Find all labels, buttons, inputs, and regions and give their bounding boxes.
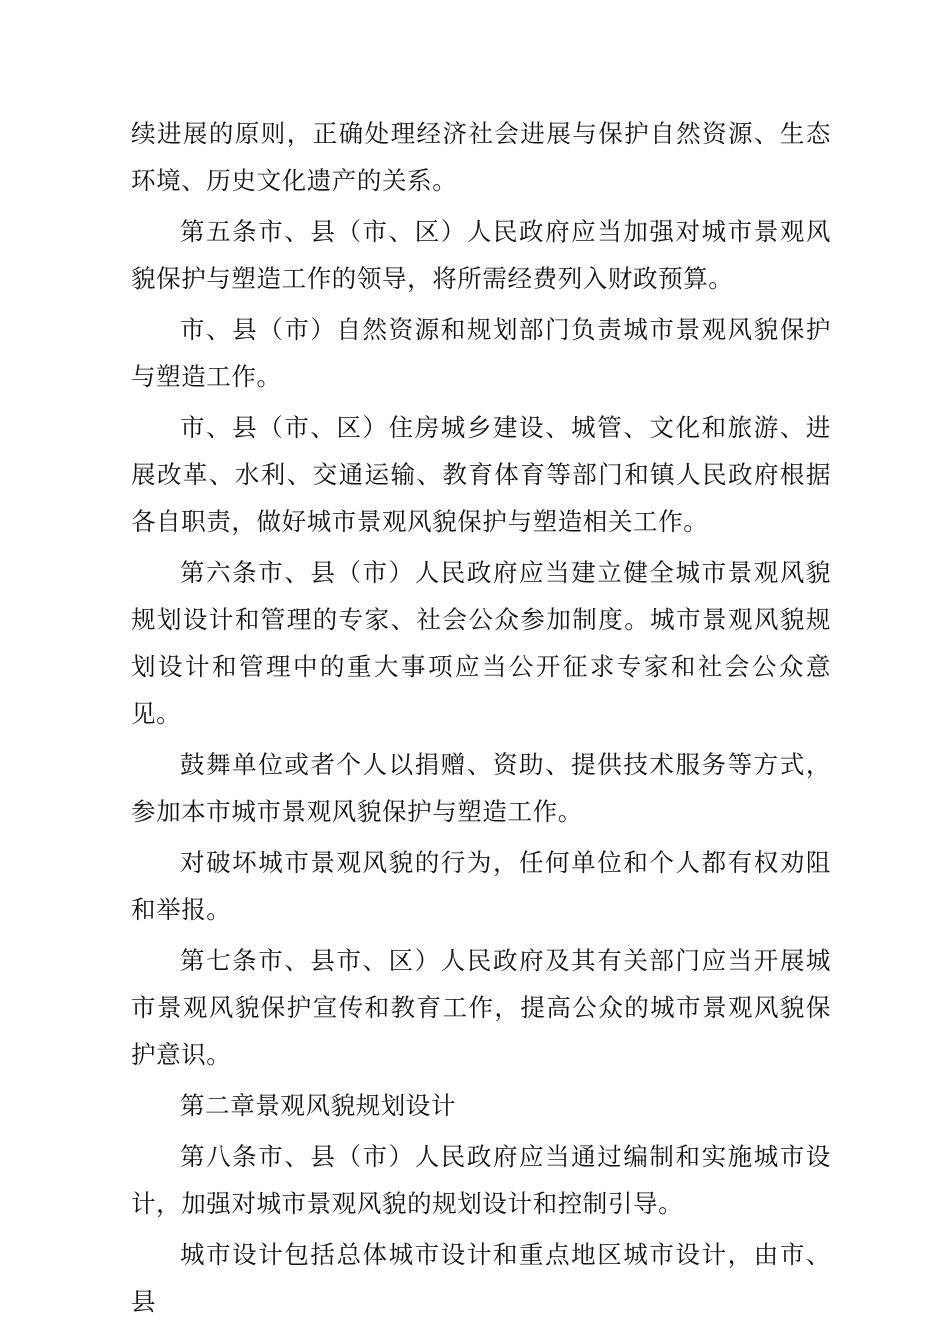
paragraph-continuation: 续进展的原则，正确处理经济社会进展与保护自然资源、生态环境、历史文化遗产的关系。	[131, 119, 831, 195]
document-body	[131, 110, 831, 1329]
paragraph-article-8: 第八条市、县（市）人民政府应当通过编制和实施城市设计，加强对城市景观风貌的规划设计和控制引导。	[131, 1142, 831, 1218]
chapter-heading: 第二章景观风貌规划设计	[180, 1091, 457, 1120]
paragraph-article-5: 第五条市、县（市、区）人民政府应当加强对城市景观风貌保护与塑造工作的领导，将所需经费列入财政预算。	[131, 217, 831, 293]
paragraph-article-6-encourage: 鼓舞单位或者个人以捐赠、资助、提供技术服务等方式，参加本市城市景观风貌保护与塑造工作。	[131, 750, 831, 826]
paragraph-article-8-urban-design: 城市设计包括总体城市设计和重点地区城市设计，由市、县	[131, 1240, 831, 1316]
paragraph-article-6-report: 对破坏城市景观风貌的行为，任何单位和个人都有权劝阻和举报。	[131, 848, 831, 924]
paragraph-article-7: 第七条市、县市、区）人民政府及其有关部门应当开展城市景观风貌保护宣传和教育工作，提高公众的城市景观风貌保护意识。	[131, 946, 831, 1069]
paragraph-article-5-other-depts: 市、县（市、区）住房城乡建设、城管、文化和旅游、进展改革、水利、交通运输、教育体育等部门和镇人民政府根据各自职责，做好城市景观风貌保护与塑造相关工作。	[131, 413, 831, 536]
paragraph-article-5-planning-dept: 市、县（市）自然资源和规划部门负责城市景观风貌保护与塑造工作。	[131, 315, 831, 391]
paragraph-article-6: 第六条市、县（市）人民政府应当建立健全城市景观风貌规划设计和管理的专家、社会公众参加制度。城市景观风貌规划设计和管理中的重大事项应当公开征求专家和社会公众意见。	[131, 558, 831, 728]
